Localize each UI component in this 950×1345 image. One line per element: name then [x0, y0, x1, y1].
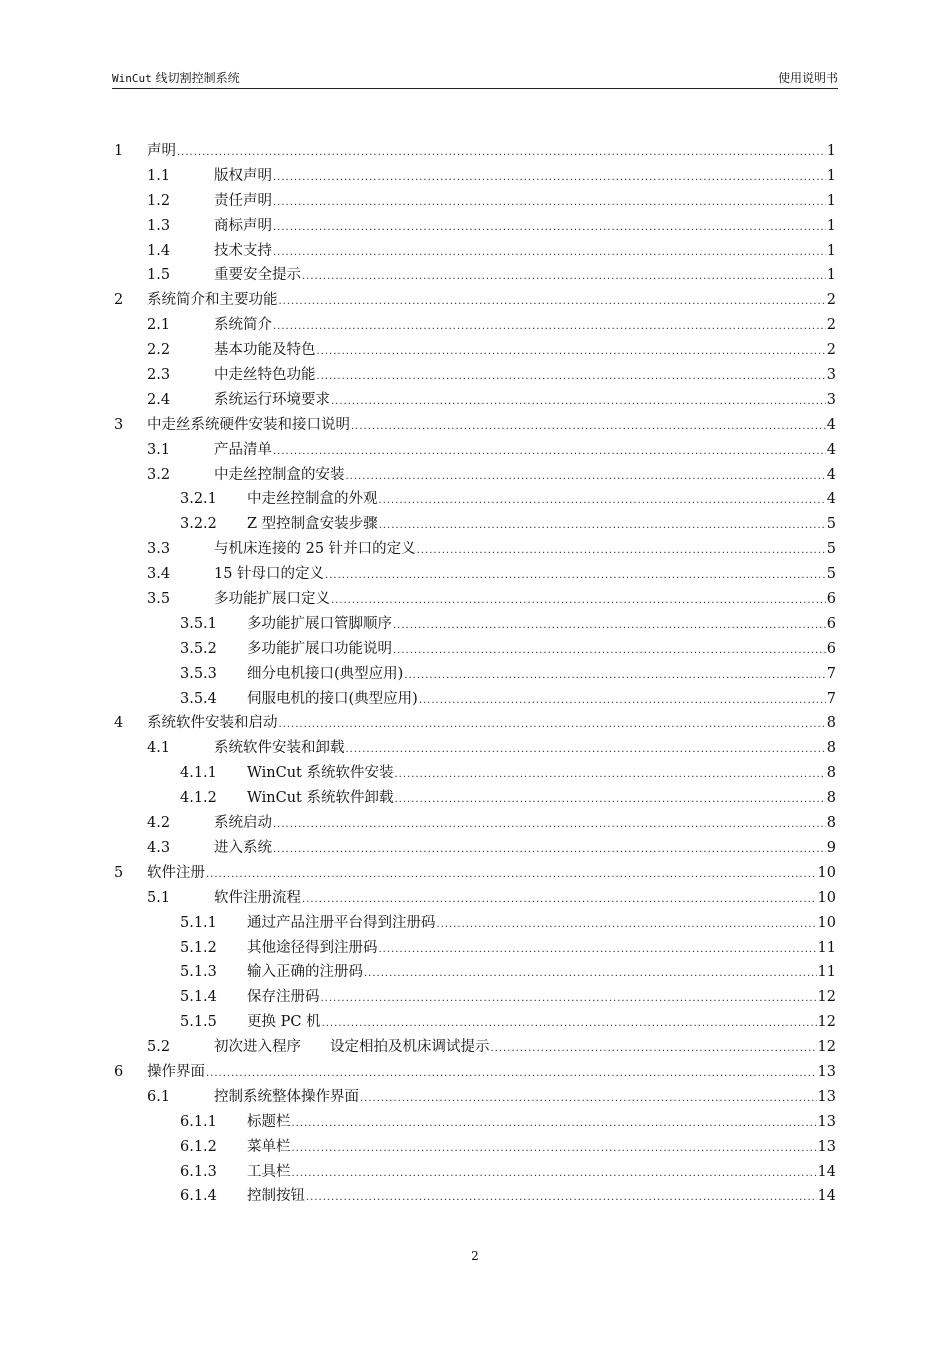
toc-entry[interactable]	[114, 413, 836, 438]
toc-dot-leader	[325, 564, 826, 589]
toc-dot-leader	[273, 838, 826, 863]
toc-entry-title: Z 型控制盒安装步骤	[247, 516, 378, 533]
toc-dot-leader	[360, 1087, 817, 1112]
toc-entry-page: 4	[826, 491, 836, 508]
toc-entry-page: 14	[817, 1188, 836, 1205]
page-number: 2	[471, 1249, 479, 1263]
toc-dot-leader	[331, 390, 826, 415]
toc-entry[interactable]	[114, 214, 836, 239]
toc-entry-number: 6.1.3	[180, 1163, 217, 1180]
toc-dot-leader	[364, 962, 817, 987]
toc-entry-number: 4.3	[147, 839, 171, 856]
toc-entry-title: 系统启动	[214, 815, 272, 832]
toc-entry-number: 5	[114, 864, 124, 881]
toc-entry[interactable]	[114, 861, 836, 886]
toc-dot-leader	[306, 1186, 817, 1211]
toc-entry-number: 1.2	[147, 192, 171, 209]
toc-dot-leader	[321, 987, 817, 1012]
toc-dot-leader	[292, 1112, 817, 1137]
toc-entry[interactable]	[114, 1110, 836, 1135]
toc-entry[interactable]	[114, 637, 836, 662]
toc-dot-leader	[346, 465, 826, 490]
toc-dot-leader	[273, 241, 826, 266]
toc-entry[interactable]	[114, 388, 836, 413]
toc-entry-number: 4.1.1	[180, 765, 217, 782]
toc-entry-page: 5	[826, 516, 836, 533]
toc-entry-number: 4.2	[147, 815, 171, 832]
toc-entry[interactable]	[114, 1135, 836, 1160]
toc-entry[interactable]	[114, 338, 836, 363]
toc-dot-leader	[346, 738, 826, 763]
toc-entry-number: 6.1.1	[180, 1113, 217, 1130]
toc-entry-page: 3	[826, 367, 836, 384]
toc-dot-leader	[331, 589, 826, 614]
toc-dot-leader	[317, 365, 826, 390]
toc-entry-page: 2	[826, 342, 836, 359]
toc-dot-leader	[393, 614, 826, 639]
toc-entry-page: 1	[826, 143, 836, 159]
toc-dot-leader	[379, 514, 826, 539]
toc-entry-title: 声明	[147, 143, 176, 159]
toc-entry-page: 10	[817, 864, 836, 881]
toc-entry[interactable]	[114, 189, 836, 214]
toc-entry-title: 菜单栏	[247, 1138, 291, 1155]
toc-entry-title: 系统软件安装和卸载	[214, 740, 345, 757]
toc-dot-leader	[404, 664, 825, 689]
toc-entry-number: 5.1.4	[180, 989, 217, 1006]
toc-entry-page: 4	[826, 416, 836, 433]
toc-entry[interactable]	[114, 562, 836, 587]
toc-entry-number: 2	[114, 292, 124, 309]
toc-entry-page: 12	[817, 1014, 836, 1031]
toc-entry[interactable]	[114, 288, 836, 313]
toc-entry-page: 8	[826, 715, 836, 732]
toc-entry[interactable]	[114, 587, 836, 612]
toc-entry-title: 商标声明	[214, 217, 272, 234]
toc-dot-leader	[177, 141, 826, 166]
toc-entry-title: 标题栏	[247, 1113, 291, 1130]
toc-dot-leader	[417, 539, 826, 564]
toc-entry-title: 中走丝特色功能	[214, 367, 316, 384]
toc-entry-title: 基本功能及特色	[214, 342, 316, 359]
toc-entry-page: 8	[826, 790, 836, 807]
toc-entry-title: 多功能扩展口功能说明	[247, 640, 392, 657]
toc-entry[interactable]	[114, 463, 836, 488]
toc-entry[interactable]	[114, 1060, 836, 1085]
toc-entry-title: 控制按钮	[247, 1188, 305, 1205]
toc-entry[interactable]	[114, 139, 836, 164]
toc-entry-number: 3.5.3	[180, 665, 217, 682]
toc-entry-page: 1	[826, 267, 836, 284]
toc-entry-number: 2.2	[147, 342, 171, 359]
toc-entry-title: 中走丝系统硬件安装和接口说明	[147, 416, 350, 433]
toc-entry-number: 5.1.2	[180, 939, 217, 956]
toc-entry-number: 3.5.4	[180, 690, 217, 707]
toc-entry-title: 系统简介和主要功能	[147, 292, 278, 309]
toc-entry-title: 中走丝控制盒的安装	[214, 466, 345, 483]
toc-entry-title: 产品清单	[214, 441, 272, 458]
toc-entry-title: 操作界面	[147, 1063, 205, 1080]
toc-entry[interactable]	[114, 836, 836, 861]
toc-dot-leader	[379, 489, 826, 514]
toc-entry-title: 系统简介	[214, 317, 272, 334]
toc-entry-title: WinCut 系统软件安装	[247, 765, 394, 782]
toc-entry-page: 3	[826, 391, 836, 408]
toc-entry-title: 中走丝控制盒的外观	[247, 491, 378, 508]
toc-entry-page: 1	[826, 242, 836, 259]
toc-entry-title: 版权声明	[214, 167, 272, 184]
toc-entry-number: 1.4	[147, 242, 171, 259]
toc-dot-leader	[491, 1037, 817, 1062]
toc-entry-number: 2.4	[147, 391, 171, 408]
toc-entry-number: 1.3	[147, 217, 171, 234]
toc-entry-page: 6	[826, 615, 836, 632]
toc-entry[interactable]	[114, 1160, 836, 1185]
toc-entry-page: 7	[826, 690, 836, 707]
toc-dot-leader	[273, 191, 826, 216]
toc-entry-number: 3.3	[147, 541, 171, 558]
toc-entry-page: 2	[826, 317, 836, 334]
toc-entry-number: 5.1.3	[180, 964, 217, 981]
toc-entry-page: 1	[826, 192, 836, 209]
toc-entry-title: 初次进入程序 设定相拍及机床调试提示	[214, 1039, 490, 1056]
toc-dot-leader	[419, 689, 826, 714]
toc-entry[interactable]	[114, 886, 836, 911]
toc-entry-number: 5.1	[147, 889, 171, 906]
toc-entry-page: 13	[817, 1063, 836, 1080]
toc-entry-page: 13	[817, 1088, 836, 1105]
toc-entry[interactable]	[114, 363, 836, 388]
toc-entry[interactable]	[114, 786, 836, 811]
toc-entry[interactable]	[114, 687, 836, 712]
toc-entry-page: 10	[817, 889, 836, 906]
header-doc-type: 使用说明书	[777, 71, 838, 85]
toc-entry-page: 11	[817, 964, 836, 981]
toc-entry-title: WinCut 系统软件卸载	[247, 790, 394, 807]
toc-entry-title: 多功能扩展口管脚顺序	[247, 615, 392, 632]
toc-dot-leader	[302, 888, 817, 913]
toc-entry[interactable]	[114, 263, 836, 288]
toc-dot-leader	[302, 265, 826, 290]
toc-entry[interactable]	[114, 662, 836, 687]
toc-entry-number: 2.3	[147, 367, 171, 384]
header-title-latin: WinCut	[112, 72, 152, 85]
toc-entry-title: 伺服电机的接口(典型应用)	[247, 690, 418, 707]
toc-dot-leader	[273, 166, 826, 191]
toc-entry-number: 6	[114, 1063, 124, 1080]
toc-entry-number: 1.5	[147, 267, 171, 284]
toc-entry-title: 通过产品注册平台得到注册码	[247, 914, 436, 931]
toc-entry-title: 多功能扩展口定义	[214, 591, 330, 608]
toc-entry-page: 5	[826, 566, 836, 583]
toc-entry-title: 其他途径得到注册码	[247, 939, 378, 956]
toc-entry-number: 3	[114, 416, 124, 433]
toc-entry[interactable]	[114, 438, 836, 463]
toc-entry-title: 系统软件安装和启动	[147, 715, 278, 732]
toc-entry-number: 1	[114, 143, 124, 159]
toc-entry-number: 3.2.2	[180, 516, 217, 533]
toc-entry[interactable]	[114, 313, 836, 338]
toc-entry-page: 1	[826, 167, 836, 184]
toc-entry[interactable]	[114, 1085, 836, 1110]
toc-entry-page: 9	[826, 839, 836, 856]
toc-dot-leader	[437, 913, 817, 938]
toc-entry[interactable]	[114, 985, 836, 1010]
header-title	[112, 69, 240, 86]
toc-entry-title: 重要安全提示	[214, 267, 301, 284]
toc-entry-page: 8	[826, 740, 836, 757]
toc-entry-number: 3.2	[147, 466, 171, 483]
toc-entry[interactable]	[114, 811, 836, 836]
toc-entry[interactable]	[114, 612, 836, 637]
toc-dot-leader	[393, 639, 826, 664]
table-of-contents	[114, 139, 836, 1209]
toc-entry-page: 11	[817, 939, 836, 956]
toc-entry[interactable]	[114, 164, 836, 189]
toc-entry[interactable]	[114, 1010, 836, 1035]
toc-entry-page: 6	[826, 591, 836, 608]
toc-dot-leader	[395, 763, 826, 788]
toc-entry-page: 12	[817, 1039, 836, 1056]
toc-entry-page: 8	[826, 815, 836, 832]
toc-dot-leader	[206, 1062, 817, 1087]
toc-entry-title: 与机床连接的 25 针并口的定义	[214, 541, 416, 558]
toc-entry-number: 2.1	[147, 317, 171, 334]
page-header	[112, 66, 838, 89]
toc-entry[interactable]	[114, 736, 836, 761]
toc-entry-number: 4	[114, 715, 124, 732]
toc-entry-title: 输入正确的注册码	[247, 964, 363, 981]
toc-entry-page: 10	[817, 914, 836, 931]
toc-dot-leader	[317, 340, 826, 365]
toc-dot-leader	[273, 216, 826, 241]
toc-entry-page: 5	[826, 541, 836, 558]
toc-dot-leader	[322, 1012, 817, 1037]
toc-entry-number: 1.1	[147, 167, 171, 184]
toc-entry-page: 7	[826, 665, 836, 682]
toc-entry-page: 4	[826, 466, 836, 483]
toc-entry-number: 4.1.2	[180, 790, 217, 807]
toc-dot-leader	[395, 788, 826, 813]
toc-dot-leader	[273, 813, 826, 838]
toc-entry-title: 细分电机接口(典型应用)	[247, 665, 404, 682]
toc-dot-leader	[279, 290, 826, 315]
toc-entry-page: 1	[826, 217, 836, 234]
toc-entry[interactable]	[114, 761, 836, 786]
toc-entry-title: 技术支持	[214, 242, 272, 259]
toc-entry[interactable]	[114, 1035, 836, 1060]
toc-entry-page: 2	[826, 292, 836, 309]
toc-entry-number: 3.5	[147, 591, 171, 608]
toc-entry[interactable]	[114, 512, 836, 537]
toc-entry-page: 13	[817, 1113, 836, 1130]
toc-entry[interactable]	[114, 537, 836, 562]
toc-entry-number: 3.4	[147, 566, 171, 583]
toc-entry-title: 责任声明	[214, 192, 272, 209]
toc-dot-leader	[351, 415, 826, 440]
toc-entry-number: 4.1	[147, 740, 171, 757]
toc-entry[interactable]	[114, 487, 836, 512]
toc-entry-title: 控制系统整体操作界面	[214, 1088, 359, 1105]
toc-entry[interactable]	[114, 936, 836, 961]
toc-entry[interactable]	[114, 1184, 836, 1209]
toc-dot-leader	[279, 713, 826, 738]
toc-entry-number: 3.5.2	[180, 640, 217, 657]
toc-entry-title: 更换 PC 机	[247, 1014, 321, 1031]
toc-entry-number: 3.2.1	[180, 491, 217, 508]
toc-entry-number: 3.5.1	[180, 615, 217, 632]
toc-entry-number: 6.1.4	[180, 1188, 217, 1205]
toc-entry-title: 保存注册码	[247, 989, 320, 1006]
toc-entry-title: 软件注册	[147, 864, 205, 881]
toc-entry[interactable]	[114, 239, 836, 264]
toc-dot-leader	[273, 440, 826, 465]
toc-entry-title: 15 针母口的定义	[214, 566, 325, 583]
toc-entry-page: 4	[826, 441, 836, 458]
toc-entry-number: 5.2	[147, 1039, 171, 1056]
toc-dot-leader	[292, 1162, 817, 1187]
toc-dot-leader	[273, 315, 826, 340]
toc-entry-page: 13	[817, 1138, 836, 1155]
toc-entry-page: 14	[817, 1163, 836, 1180]
toc-dot-leader	[292, 1137, 817, 1162]
toc-entry-title: 工具栏	[247, 1163, 291, 1180]
toc-entry-page: 12	[817, 989, 836, 1006]
toc-dot-leader	[206, 863, 817, 888]
toc-dot-leader	[379, 938, 817, 963]
toc-entry[interactable]	[114, 911, 836, 936]
toc-entry-title: 进入系统	[214, 839, 272, 856]
toc-entry[interactable]	[114, 960, 836, 985]
toc-entry-number: 5.1.5	[180, 1014, 217, 1031]
toc-entry-page: 8	[826, 765, 836, 782]
toc-entry-number: 6.1	[147, 1088, 171, 1105]
toc-entry-number: 6.1.2	[180, 1138, 217, 1155]
toc-entry-number: 5.1.1	[180, 914, 217, 931]
toc-entry-title: 软件注册流程	[214, 889, 301, 906]
toc-entry[interactable]	[114, 711, 836, 736]
toc-entry-page: 6	[826, 640, 836, 657]
toc-entry-number: 3.1	[147, 441, 171, 458]
header-title-cn: 线切割控制系统	[155, 71, 240, 85]
toc-entry-title: 系统运行环境要求	[214, 391, 330, 408]
